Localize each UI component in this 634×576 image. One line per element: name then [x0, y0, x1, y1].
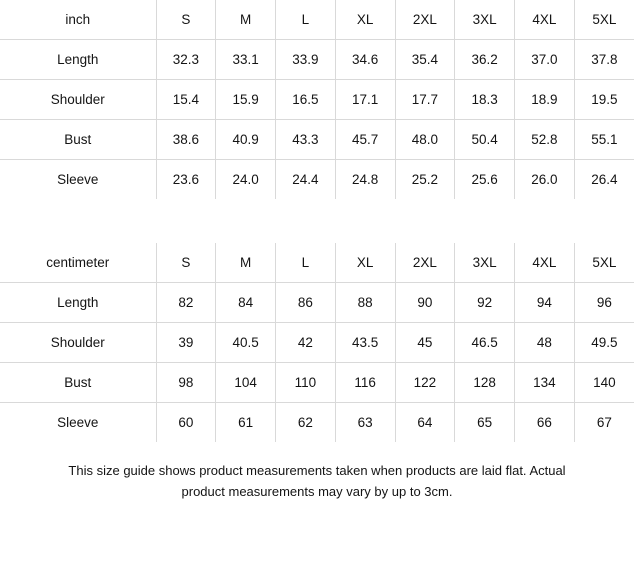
measurement-value-cell: 43.3 [276, 120, 336, 160]
measurement-value-cell: 38.6 [156, 120, 216, 160]
measurement-value-cell: 140 [574, 363, 634, 403]
measurement-value-cell: 25.6 [455, 160, 515, 200]
measurement-value-cell: 60 [156, 403, 216, 443]
measurement-label-cell: Sleeve [0, 160, 156, 200]
measurement-value-cell: 18.3 [455, 80, 515, 120]
measurement-value-cell: 48 [515, 323, 575, 363]
size-header-cell: 3XL [455, 0, 515, 40]
measurement-value-cell: 55.1 [574, 120, 634, 160]
measurement-label-cell: Length [0, 40, 156, 80]
size-header-cell: XL [335, 243, 395, 283]
measurement-label-cell: Sleeve [0, 403, 156, 443]
size-header-cell: M [216, 243, 276, 283]
measurement-value-cell: 35.4 [395, 40, 455, 80]
measurement-value-cell: 34.6 [335, 40, 395, 80]
measurement-value-cell: 45 [395, 323, 455, 363]
measurement-value-cell: 37.8 [574, 40, 634, 80]
measurement-value-cell: 84 [216, 283, 276, 323]
measurement-value-cell: 40.5 [216, 323, 276, 363]
unit-header-cell: centimeter [0, 243, 156, 283]
measurement-value-cell: 26.4 [574, 160, 634, 200]
size-header-cell: 3XL [455, 243, 515, 283]
inch-table-block [0, 0, 634, 199]
size-header-cell: S [156, 243, 216, 283]
measurement-value-cell: 64 [395, 403, 455, 443]
measurement-value-cell: 24.0 [216, 160, 276, 200]
measurement-value-cell: 110 [276, 363, 336, 403]
measurement-value-cell: 96 [574, 283, 634, 323]
measurement-value-cell: 18.9 [515, 80, 575, 120]
table-separator [0, 199, 634, 243]
measurement-value-cell: 63 [335, 403, 395, 443]
measurement-value-cell: 46.5 [455, 323, 515, 363]
measurement-value-cell: 16.5 [276, 80, 336, 120]
size-header-cell: 4XL [515, 243, 575, 283]
unit-header-cell: inch [0, 0, 156, 40]
size-header-cell: L [276, 243, 336, 283]
measurement-value-cell: 48.0 [395, 120, 455, 160]
measurement-value-cell: 116 [335, 363, 395, 403]
size-header-cell: 5XL [574, 0, 634, 40]
measurement-value-cell: 92 [455, 283, 515, 323]
measurement-value-cell: 26.0 [515, 160, 575, 200]
measurement-value-cell: 88 [335, 283, 395, 323]
size-header-cell: L [276, 0, 336, 40]
measurement-value-cell: 19.5 [574, 80, 634, 120]
table-row [0, 403, 634, 443]
measurement-value-cell: 43.5 [335, 323, 395, 363]
measurement-value-cell: 52.8 [515, 120, 575, 160]
measurement-label-cell: Shoulder [0, 323, 156, 363]
measurement-value-cell: 37.0 [515, 40, 575, 80]
measurement-value-cell: 61 [216, 403, 276, 443]
measurement-value-cell: 49.5 [574, 323, 634, 363]
centimeter-table-block [0, 243, 634, 442]
measurement-value-cell: 25.2 [395, 160, 455, 200]
measurement-label-cell: Bust [0, 363, 156, 403]
measurement-value-cell: 134 [515, 363, 575, 403]
measurement-value-cell: 128 [455, 363, 515, 403]
measurement-value-cell: 33.9 [276, 40, 336, 80]
inch-table-body [0, 0, 634, 199]
measurement-value-cell: 15.9 [216, 80, 276, 120]
table-row [0, 120, 634, 160]
measurement-value-cell: 82 [156, 283, 216, 323]
measurement-value-cell: 122 [395, 363, 455, 403]
measurement-value-cell: 65 [455, 403, 515, 443]
measurement-value-cell: 36.2 [455, 40, 515, 80]
measurement-label-cell: Bust [0, 120, 156, 160]
size-header-cell: M [216, 0, 276, 40]
measurement-value-cell: 42 [276, 323, 336, 363]
table-header-row [0, 0, 634, 40]
measurement-label-cell: Shoulder [0, 80, 156, 120]
measurement-value-cell: 33.1 [216, 40, 276, 80]
table-row [0, 80, 634, 120]
measurement-value-cell: 98 [156, 363, 216, 403]
inch-size-table [0, 0, 634, 199]
measurement-value-cell: 45.7 [335, 120, 395, 160]
size-guide-note: This size guide shows product measurements taken when products are laid flat. Actual product measurements may vary by up to 3cm. [68, 463, 566, 499]
measurement-value-cell: 32.3 [156, 40, 216, 80]
table-row [0, 40, 634, 80]
size-header-cell: 2XL [395, 243, 455, 283]
centimeter-size-table [0, 243, 634, 442]
measurement-value-cell: 39 [156, 323, 216, 363]
centimeter-table-body [0, 243, 634, 442]
size-header-cell: 5XL [574, 243, 634, 283]
size-header-cell: 4XL [515, 0, 575, 40]
measurement-value-cell: 66 [515, 403, 575, 443]
measurement-value-cell: 17.7 [395, 80, 455, 120]
measurement-value-cell: 17.1 [335, 80, 395, 120]
size-header-cell: XL [335, 0, 395, 40]
measurement-value-cell: 86 [276, 283, 336, 323]
size-header-cell: 2XL [395, 0, 455, 40]
table-row [0, 160, 634, 200]
measurement-value-cell: 94 [515, 283, 575, 323]
measurement-value-cell: 24.4 [276, 160, 336, 200]
measurement-value-cell: 104 [216, 363, 276, 403]
table-row [0, 283, 634, 323]
table-row [0, 363, 634, 403]
table-header-row [0, 243, 634, 283]
measurement-value-cell: 24.8 [335, 160, 395, 200]
measurement-value-cell: 15.4 [156, 80, 216, 120]
measurement-value-cell: 23.6 [156, 160, 216, 200]
measurement-value-cell: 62 [276, 403, 336, 443]
measurement-value-cell: 40.9 [216, 120, 276, 160]
measurement-label-cell: Length [0, 283, 156, 323]
size-header-cell: S [156, 0, 216, 40]
measurement-value-cell: 90 [395, 283, 455, 323]
table-row [0, 323, 634, 363]
measurement-value-cell: 67 [574, 403, 634, 443]
measurement-value-cell: 50.4 [455, 120, 515, 160]
